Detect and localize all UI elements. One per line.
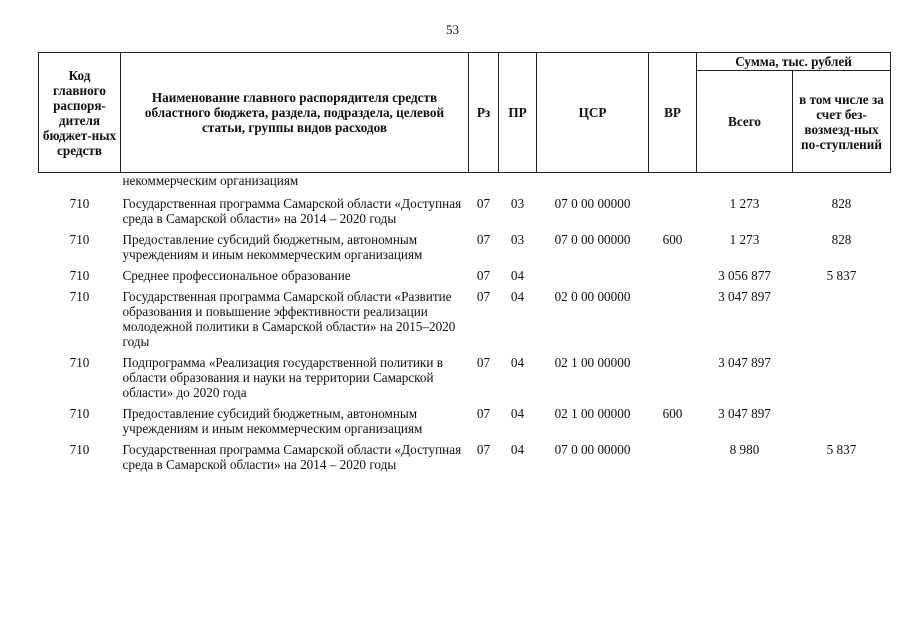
- row-vr: [649, 268, 697, 289]
- row-code: 710: [69, 196, 90, 211]
- header-pr: ПР: [499, 53, 537, 173]
- row-vr: [649, 196, 697, 232]
- header-rz: Рз: [469, 53, 499, 173]
- row-csr: 02 1 00 00000: [554, 355, 631, 370]
- row-vr: [649, 355, 697, 406]
- row-name: Государственная программа Самарской области «Доступная среда в Самарской области» на 2014 – 2020 годы: [122, 442, 462, 472]
- row-vr: [649, 289, 697, 355]
- row-pr: 04: [510, 268, 525, 283]
- header-code: Код главного распоря-дителя бюджет-ных средств: [39, 53, 121, 173]
- row-total: 3 056 877: [718, 268, 771, 283]
- row-rz: 07: [476, 289, 491, 304]
- continuation-text: некоммерческим организациям: [122, 173, 299, 188]
- row-incl: 5 837: [826, 268, 857, 283]
- header-csr: ЦСР: [537, 53, 649, 173]
- row-pr: 04: [510, 289, 525, 304]
- table-row: [39, 406, 891, 442]
- table-row: [39, 355, 891, 406]
- row-name: Государственная программа Самарской области «Доступная среда в Самарской области» на 2014 – 2020 годы: [122, 196, 462, 226]
- row-code: 710: [69, 268, 90, 283]
- row-incl: [793, 406, 891, 442]
- row-code: 710: [69, 232, 90, 247]
- row-vr: [649, 442, 697, 478]
- row-csr: 02 0 00 00000: [554, 289, 631, 304]
- budget-table: [38, 52, 891, 478]
- row-csr: 02 1 00 00000: [554, 406, 631, 421]
- table-row: [39, 442, 891, 478]
- row-pr: 04: [510, 406, 525, 421]
- page-number: 53: [446, 22, 459, 37]
- row-rz: 07: [476, 268, 491, 283]
- row-csr: 07 0 00 00000: [554, 442, 631, 457]
- row-total: 1 273: [729, 196, 760, 211]
- table-row: [39, 196, 891, 232]
- row-code: 710: [69, 289, 90, 304]
- row-pr: 03: [510, 196, 525, 211]
- row-total: 8 980: [729, 442, 760, 457]
- table-row: [39, 232, 891, 268]
- header-vr: ВР: [649, 53, 697, 173]
- row-total: 3 047 897: [718, 355, 771, 370]
- row-rz: 07: [476, 355, 491, 370]
- row-csr: 07 0 00 00000: [554, 232, 631, 247]
- row-vr: 600: [662, 232, 683, 247]
- row-name: Государственная программа Самарской области «Развитие образования и повышение эффективности реализации молодежной политики в Самарской области» на 2015–2020 годы: [122, 289, 456, 349]
- header-sum: Сумма, тыс. рублей: [697, 53, 891, 71]
- row-incl: [793, 289, 891, 355]
- row-vr: 600: [662, 406, 683, 421]
- row-code: 710: [69, 442, 90, 457]
- continuation-row: [39, 173, 891, 189]
- header-incl: в том числе за счет без-возмезд-ных по-ступлений: [793, 71, 891, 173]
- row-total: 3 047 897: [718, 289, 771, 304]
- header-name: Наименование главного распорядителя средств областного бюджета, раздела, подраздела, целевой статьи, группы видов расходов: [121, 53, 469, 173]
- row-pr: 03: [510, 232, 525, 247]
- row-total: 1 273: [729, 232, 760, 247]
- row-incl: 828: [831, 196, 852, 211]
- row-csr: 07 0 00 00000: [554, 196, 631, 211]
- row-rz: 07: [476, 406, 491, 421]
- table-row: [39, 268, 891, 289]
- row-name: Подпрограмма «Реализация государственной политики в области образования и науки на территории Самарской области» до 2020 года: [122, 355, 443, 400]
- row-incl: [793, 355, 891, 406]
- header-total: Всего: [697, 71, 793, 173]
- row-incl: 5 837: [826, 442, 857, 457]
- row-pr: 04: [510, 355, 525, 370]
- row-name: Предоставление субсидий бюджетным, автономным учреждениям и иным некоммерческим организациям: [122, 232, 423, 262]
- row-rz: 07: [476, 442, 491, 457]
- row-name: Предоставление субсидий бюджетным, автономным учреждениям и иным некоммерческим организациям: [122, 406, 423, 436]
- row-incl: 828: [831, 232, 852, 247]
- table-row: [39, 289, 891, 355]
- row-code: 710: [69, 406, 90, 421]
- row-name: Среднее профессиональное образование: [122, 268, 351, 283]
- row-pr: 04: [510, 442, 525, 457]
- row-rz: 07: [476, 196, 491, 211]
- row-rz: 07: [476, 232, 491, 247]
- row-code: 710: [69, 355, 90, 370]
- row-total: 3 047 897: [718, 406, 771, 421]
- row-csr: [537, 268, 649, 289]
